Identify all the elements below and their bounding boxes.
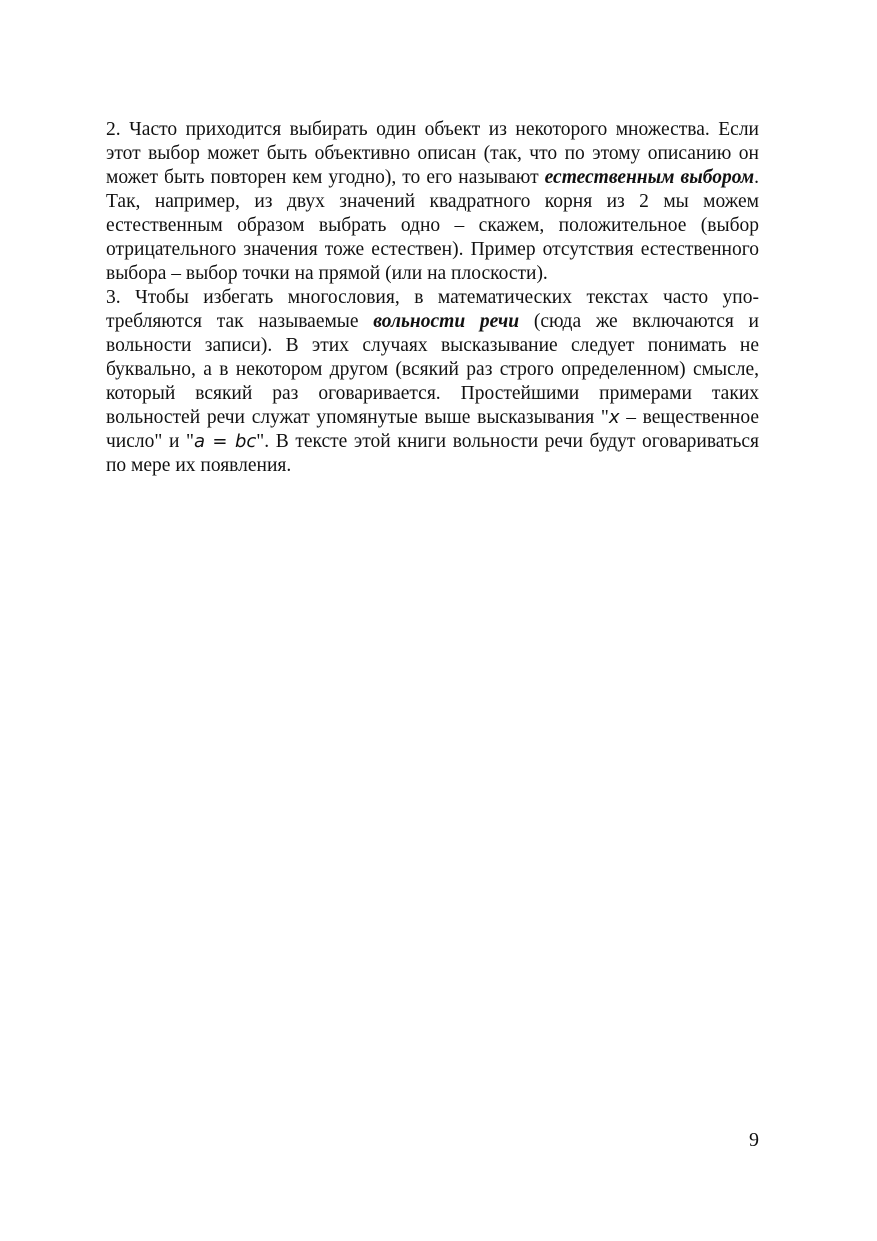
paragraph-natural-choice: [106, 118, 759, 286]
page-number: 9: [749, 1129, 759, 1151]
page-body: [106, 118, 759, 478]
paragraph-liberties-of-speech: [106, 286, 759, 478]
math-variable-x: x: [608, 407, 620, 428]
paragraph-text: Часто приходится выбирать один объект из некоторого множества. Если этот выбор может быть объективно описан (так, что по этому описанию он может быть повторен кем угодно), то его называют: [106, 119, 759, 188]
math-expression-a-equals-bc: a = bc: [193, 431, 257, 452]
item-number: 2.: [106, 119, 121, 140]
term-natural-choice: естественным выбором: [544, 167, 755, 188]
paragraph-text: ". В тексте этой книги вольности речи будут оговариваться по мере их появления.: [106, 431, 759, 476]
paragraph-text: – вещественное число" и ": [106, 407, 760, 452]
item-number: 3.: [106, 287, 121, 308]
paragraph-text: Чтобы избегать многословия, в математических текстах часто употребляются так называемые: [106, 287, 759, 332]
paragraph-text: (сюда же включаются и вольности записи). В этих случаях высказывание следует понимать не буквально, а в некотором другом (всякий раз строго определенном) смысле, который всякий раз оговаривается. Простейшими примерами таких вольностей речи служат упомянутые выше высказывания ": [106, 311, 759, 428]
term-liberties-of-speech: вольности речи: [373, 311, 520, 332]
paragraph-text: . Так, например, из двух значений квадратного корня из 2 мы можем естественным образом выбрать одно – скажем, положительное (выбор отрицательного значения тоже естествен). Пример отсутствия естественного выбора – выбор точки на прямой (или на плоскости).: [106, 167, 760, 284]
